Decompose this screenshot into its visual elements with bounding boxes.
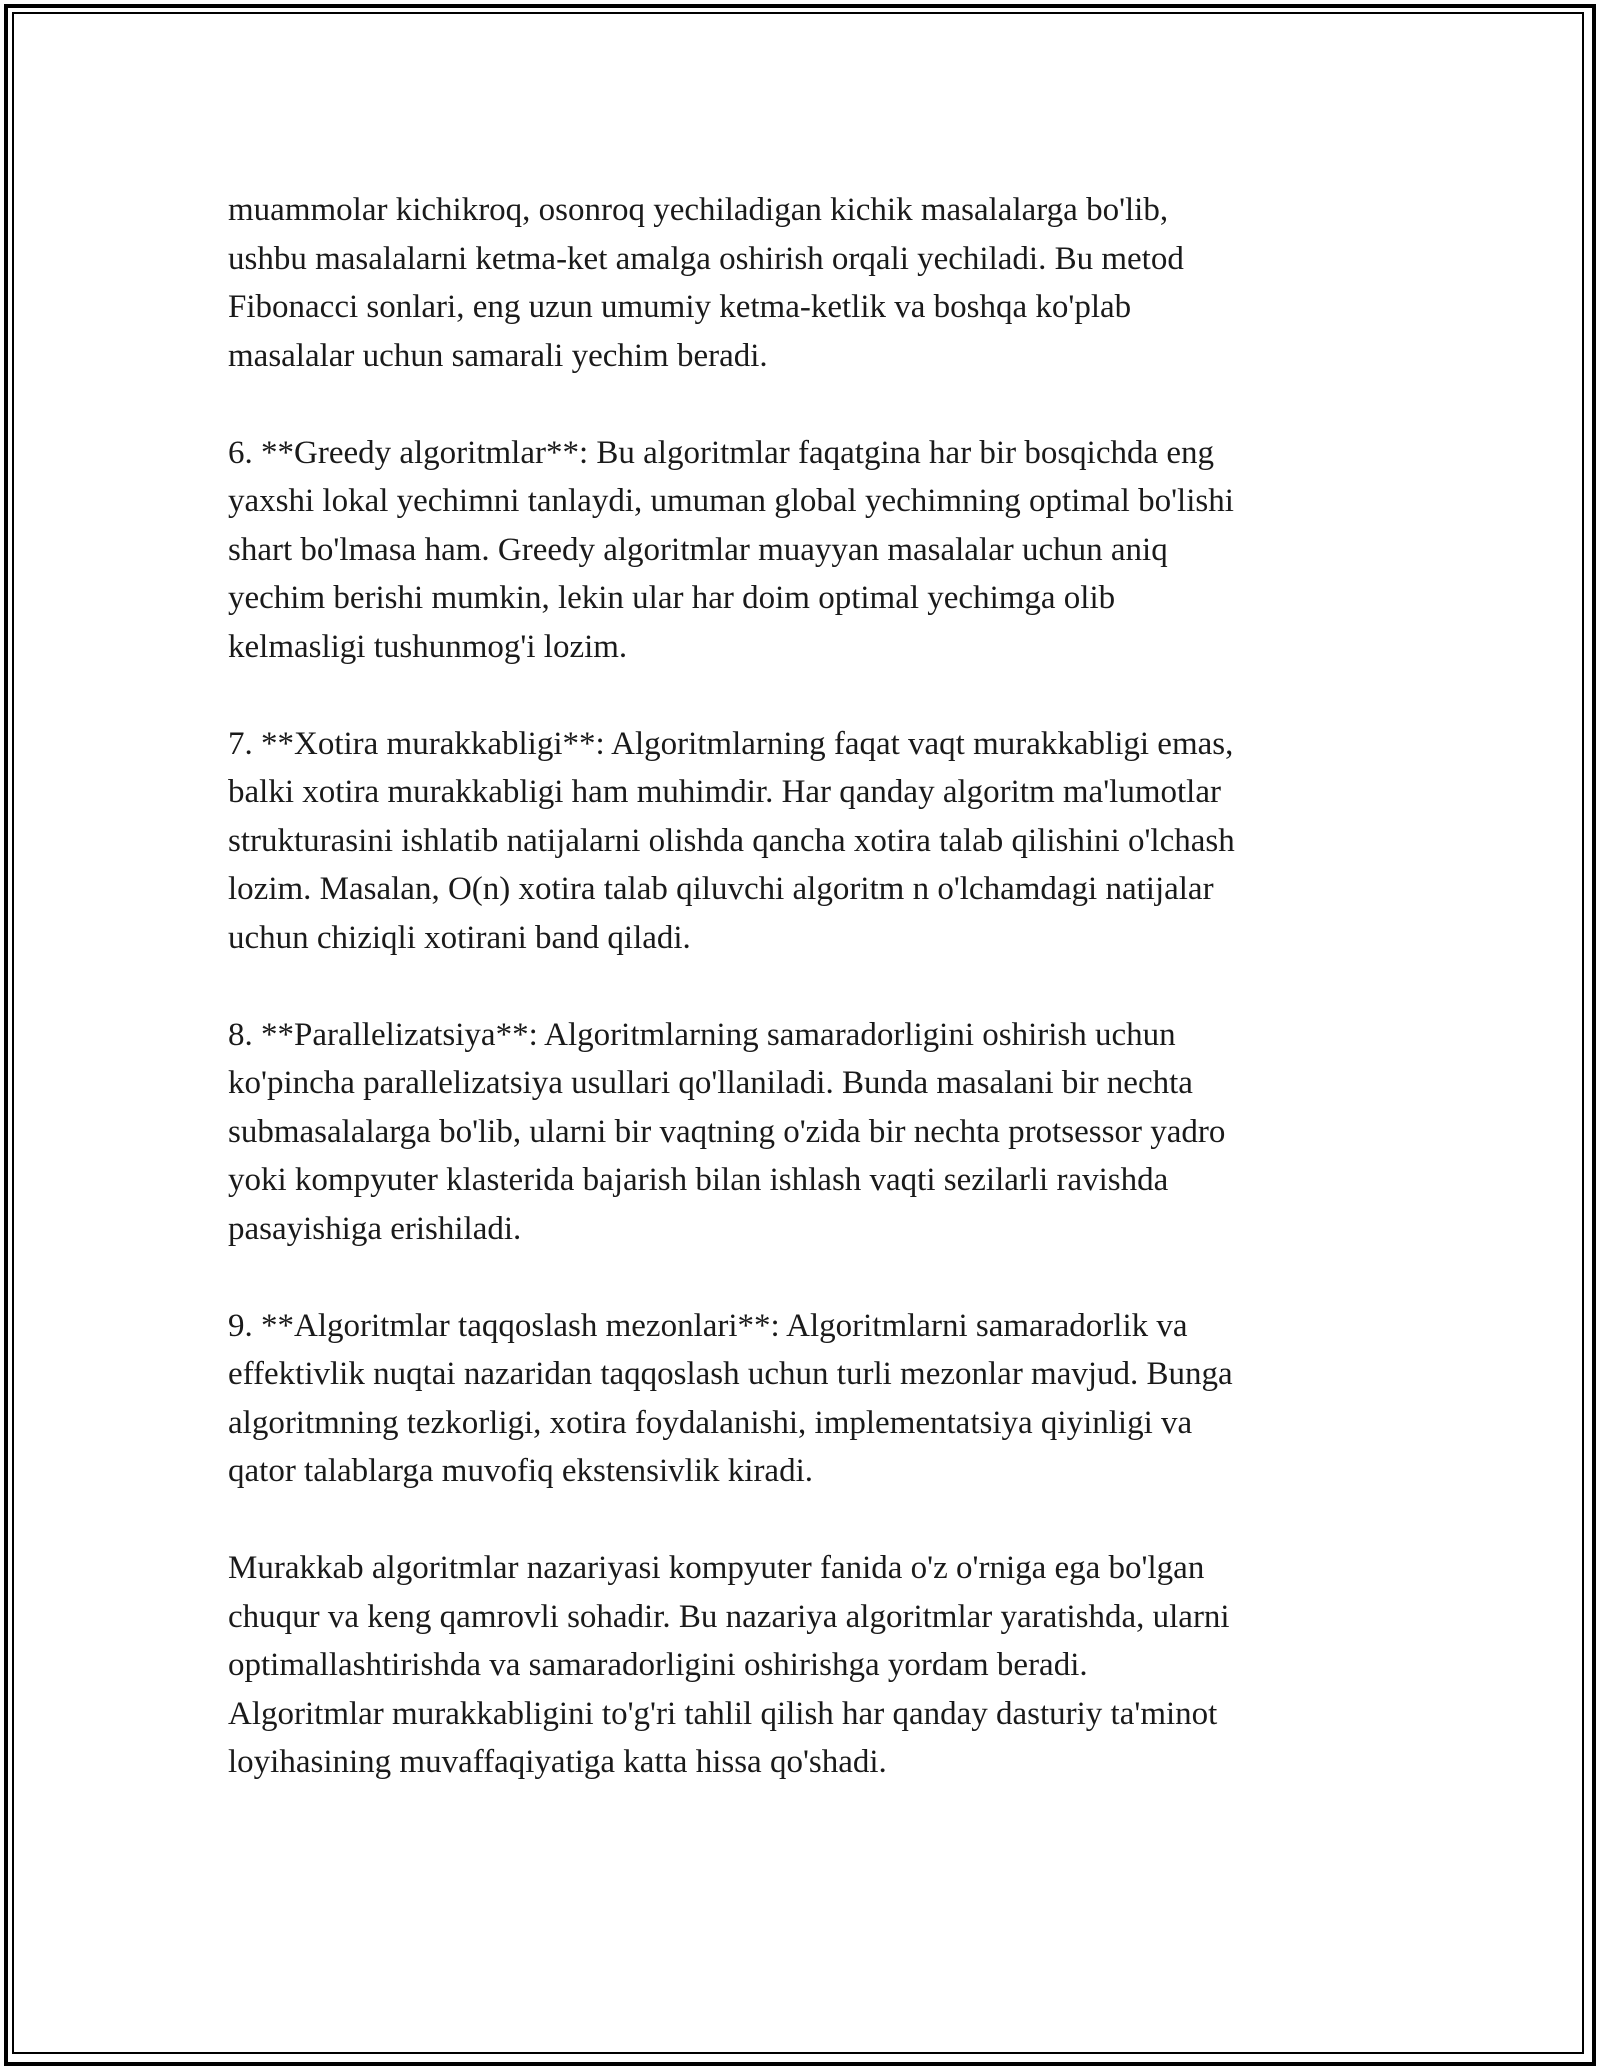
text-line: Algoritmlar murakkabligini to'g'ri tahlil qilish har qanday dasturiy ta'minot xyxy=(228,1695,1218,1732)
text-line: loyihasining muvaffaqiyatiga katta hissa qo'shadi. xyxy=(228,1744,887,1780)
paragraph xyxy=(228,720,1368,963)
text-line: ko'pincha parallelizatsiya usullari qo'llaniladi. Bunda masalani bir nechta xyxy=(228,1065,1193,1101)
text-line: masalalar uchun samarali yechim beradi. xyxy=(228,337,768,374)
text-line: strukturasini ishlatib natijalarni olishda qancha xotira talab qilishini o'lchash xyxy=(228,822,1235,859)
text-line: chuqur va keng qamrovli sohadir. Bu nazariya algoritmlar yaratishda, ularni xyxy=(228,1598,1230,1635)
text-line: muammolar kichikroq, osonroq yechiladigan kichik masalalarga bo'lib, xyxy=(228,192,1169,228)
text-line: yechim berishi mumkin, lekin ular har doim optimal yechimga olib xyxy=(228,580,1116,616)
text-line: effektivlik nuqtai nazaridan taqqoslash uchun turli mezonlar mavjud. Bunga xyxy=(228,1356,1233,1392)
text-line: 9. **Algoritmlar taqqoslash mezonlari**: Algoritmlarni samaradorlik va xyxy=(228,1307,1188,1344)
document-body xyxy=(228,186,1368,1835)
paragraph xyxy=(228,1544,1368,1787)
paragraph xyxy=(228,1302,1368,1496)
paragraph xyxy=(228,429,1368,672)
text-line: 7. **Xotira murakkabligi**: Algoritmlarning faqat vaqt murakkabligi emas, xyxy=(228,725,1234,762)
text-line: lozim. Masalan, O(n) xotira talab qiluvchi algoritm n o'lchamdagi natijalar xyxy=(228,871,1214,907)
text-line: pasayishiga erishiladi. xyxy=(228,1210,522,1247)
text-line: uchun chiziqli xotirani band qiladi. xyxy=(228,919,691,956)
text-line: 6. **Greedy algoritmlar**: Bu algoritmlar faqatgina har bir bosqichda eng xyxy=(228,434,1215,471)
text-line: qator talablarga muvofiq ekstensivlik kiradi. xyxy=(228,1453,813,1489)
text-line: 8. **Parallelizatsiya**: Algoritmlarning samaradorligini oshirish uchun xyxy=(228,1016,1176,1053)
text-line: kelmasligi tushunmog'i lozim. xyxy=(228,628,628,665)
text-line: yaxshi lokal yechimni tanlaydi, umuman global yechimning optimal bo'lishi xyxy=(228,483,1234,519)
text-line: submasalalarga bo'lib, ularni bir vaqtning o'zida bir nechta protsessor yadro xyxy=(228,1113,1226,1150)
text-line: Fibonacci sonlari, eng uzun umumiy ketma-ketlik va boshqa ko'plab xyxy=(228,289,1132,325)
text-line: Murakkab algoritmlar nazariyasi kompyuter fanida o'z o'rniga ega bo'lgan xyxy=(228,1550,1205,1586)
text-line: algoritmning tezkorligi, xotira foydalanishi, implementatsiya qiyinligi va xyxy=(228,1404,1193,1441)
text-line: optimallashtirishda va samaradorligini oshirishga yordam beradi. xyxy=(228,1647,1088,1683)
paragraph xyxy=(228,1011,1368,1254)
text-line: balki xotira murakkabligi ham muhimdir. Har qanday algoritm ma'lumotlar xyxy=(228,774,1221,810)
text-line: shart bo'lmasa ham. Greedy algoritmlar muayyan masalalar uchun aniq xyxy=(228,531,1168,568)
text-line: ushbu masalalarni ketma-ket amalga oshirish orqali yechiladi. Bu metod xyxy=(228,240,1184,277)
paragraph xyxy=(228,186,1368,380)
text-line: yoki kompyuter klasterida bajarish bilan ishlash vaqti sezilarli ravishda xyxy=(228,1162,1169,1198)
